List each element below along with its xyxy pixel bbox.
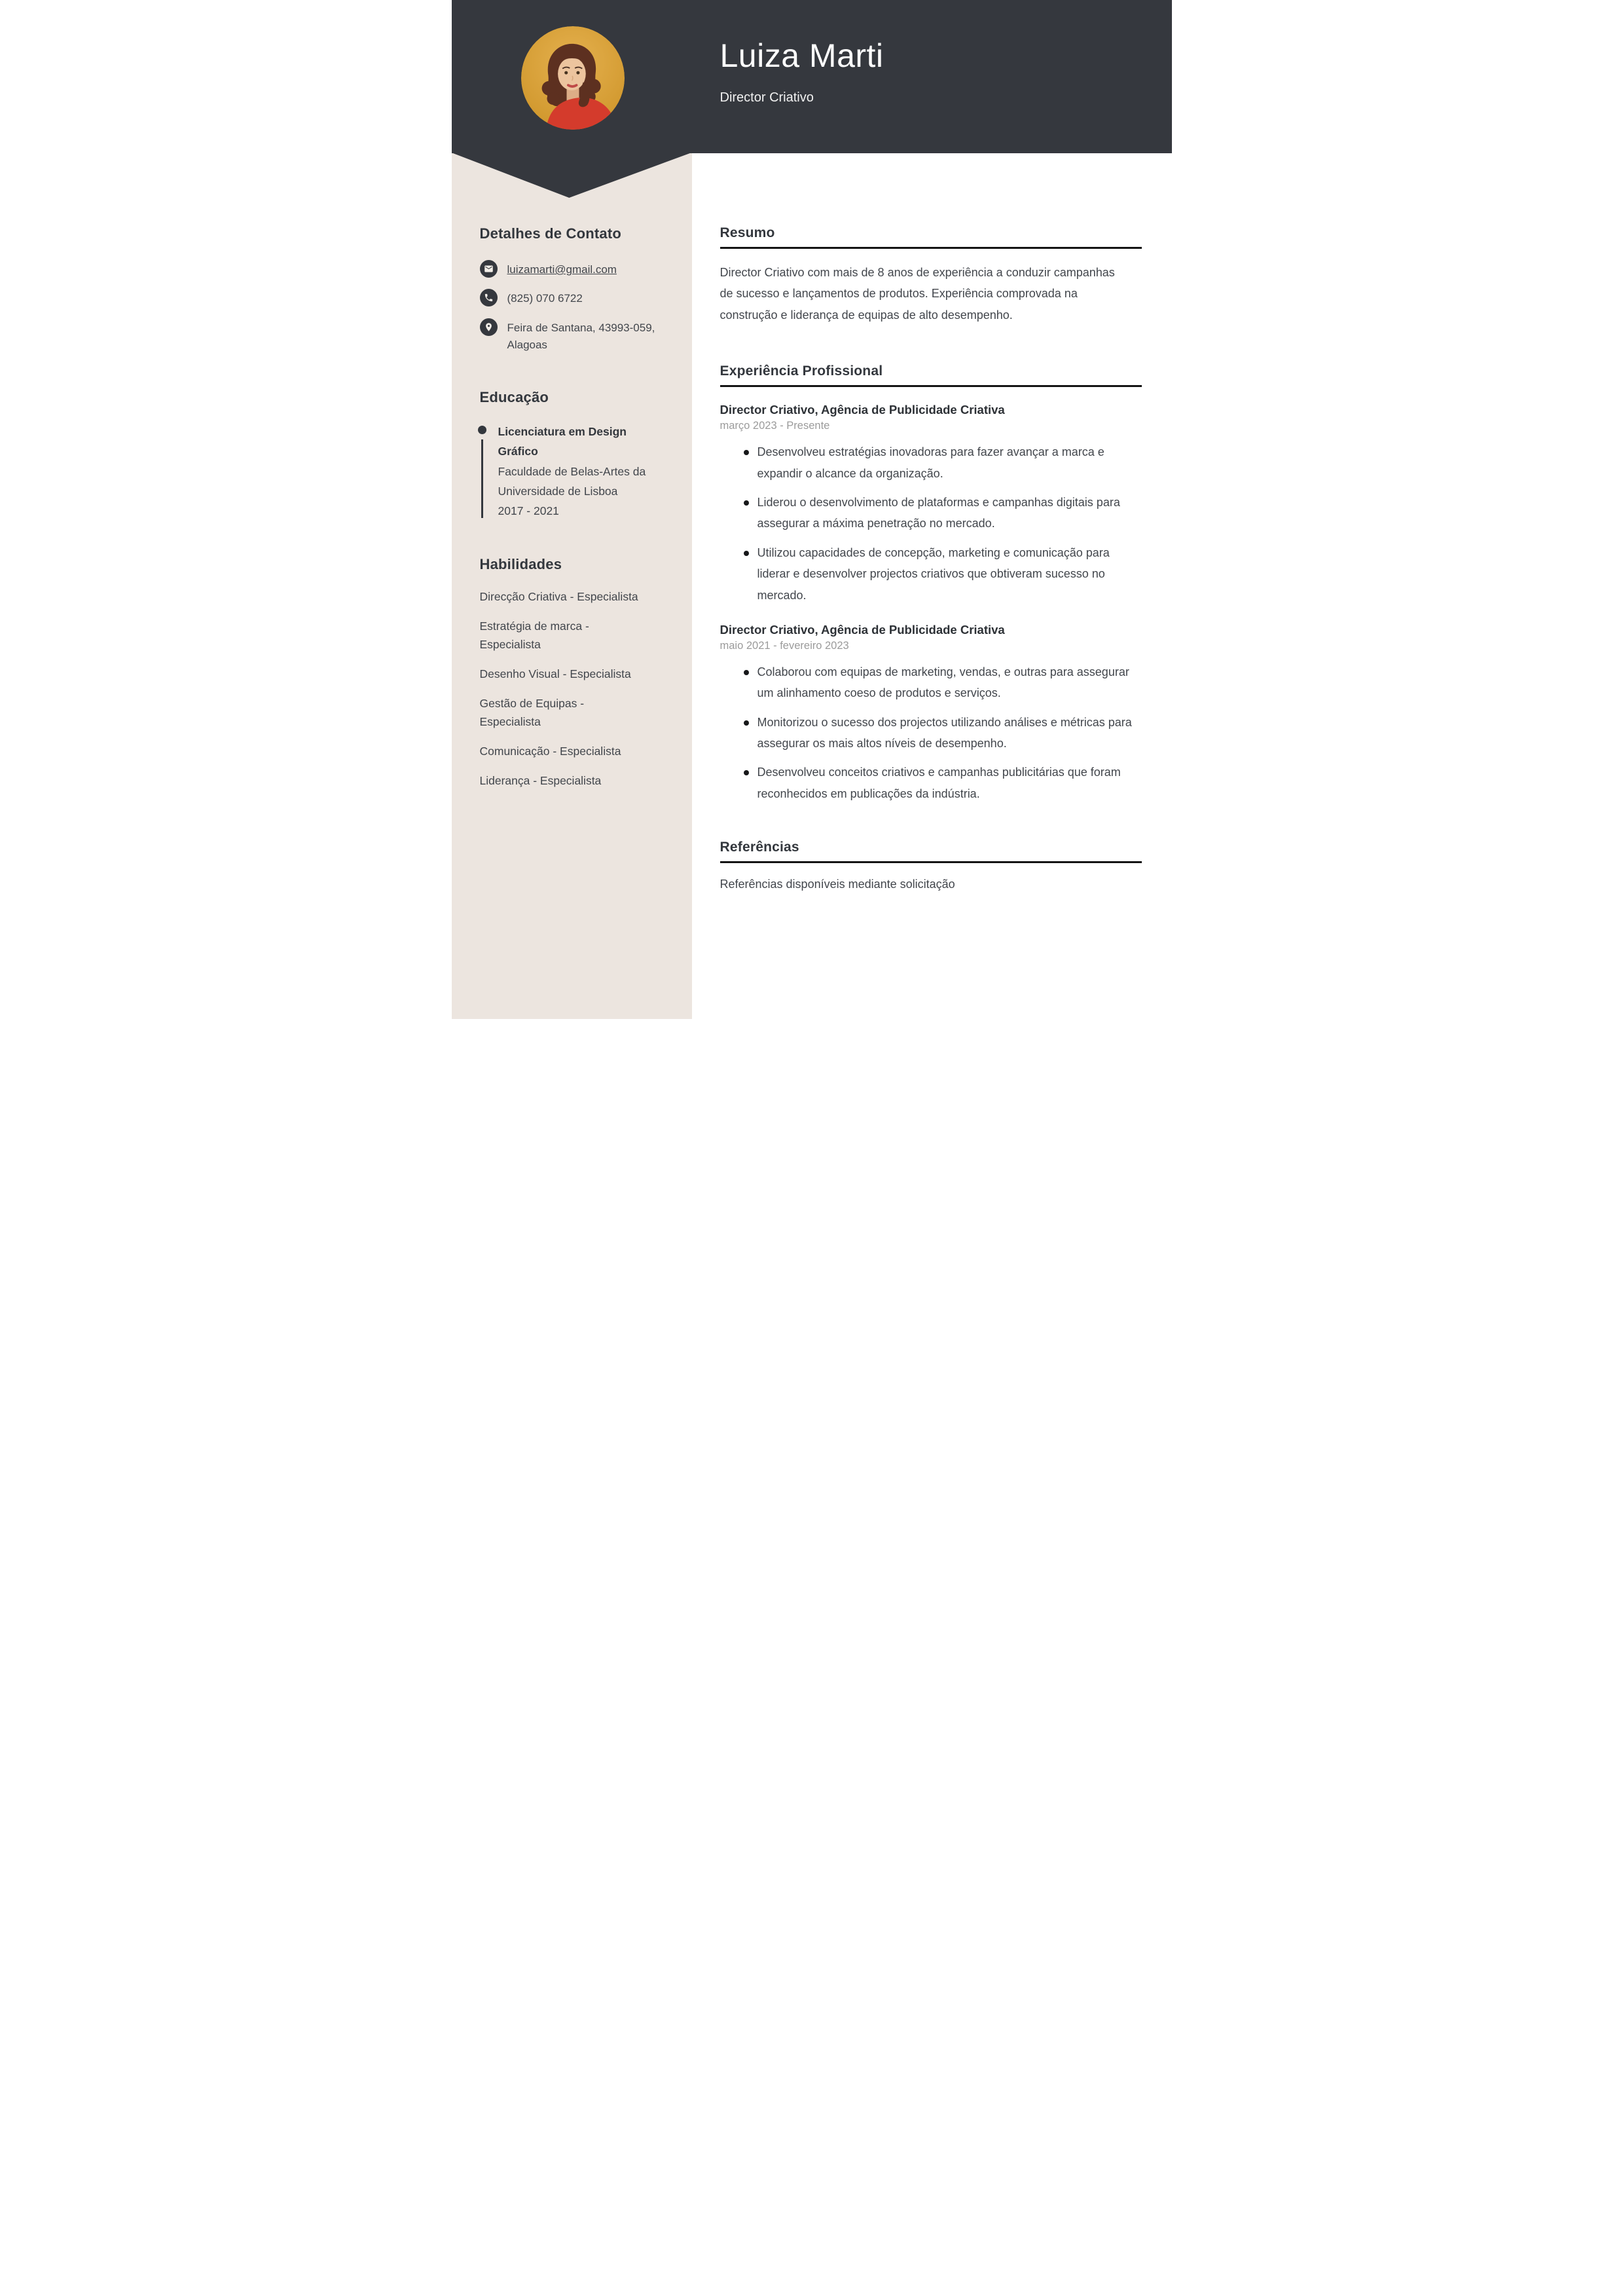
person-name: Luiza Marti (720, 37, 884, 74)
summary-text: Director Criativo com mais de 8 anos de experiência a conduzir campanhas de sucesso e lançamentos de produtos. Experiência comprovada na construção e liderança de equipas de alto desempenho. (720, 266, 1115, 322)
contact-row-phone (480, 288, 664, 307)
job-title: Director Criativo, Agência de Publicidade Criativa (720, 622, 1005, 637)
job-dates: março 2023 - Presente (720, 420, 830, 432)
profile-photo-illustration (521, 26, 625, 130)
person-job-title: Director Criativo (720, 90, 814, 105)
skills-heading: Habilidades (479, 555, 562, 572)
experience-bullet: Desenvolveu conceitos criativos e campanhas publicitárias que foram reconhecidos em publicações da indústria. (744, 762, 1137, 804)
sidebar (452, 153, 692, 1019)
education-section (480, 389, 664, 520)
skill-item: Liderança - Especialista (479, 773, 602, 787)
contact-heading: Detalhes de Contato (479, 225, 621, 242)
contact-section (480, 225, 664, 354)
skill-item: Direcção Criativa - Especialista (479, 589, 638, 603)
email-link[interactable]: luizamarti@gmail.com (507, 263, 617, 276)
profile-photo (521, 26, 625, 130)
summary-section (720, 225, 1142, 325)
job-entry (720, 623, 1142, 804)
summary-heading: Resumo (720, 225, 775, 240)
education-dates: 2017 - 2021 (498, 504, 559, 517)
experience-bullet: Utilizou capacidades de concepção, marketing e comunicação para liderar e desenvolver projectos criativos que obtiveram sucesso no mercado. (744, 542, 1137, 606)
job-dates: maio 2021 - fevereiro 2023 (720, 639, 849, 652)
section-divider (720, 861, 1142, 863)
job-entry (720, 403, 1142, 606)
skill-item: Gestão de Equipas - Especialista (479, 696, 585, 728)
education-heading: Educação (479, 389, 549, 406)
location-icon (480, 318, 498, 336)
references-section (720, 840, 1142, 891)
experience-bullet: Colaborou com equipas de marketing, vendas, e outras para assegurar um alinhamento coeso de produtos e serviços. (744, 661, 1137, 704)
skill-item: Desenho Visual - Especialista (479, 667, 631, 680)
education-degree: Licenciatura em Design Gráfico (498, 425, 627, 458)
job-title: Director Criativo, Agência de Publicidade Criativa (720, 403, 1005, 417)
education-timeline (480, 422, 664, 520)
job-bullet-list (720, 441, 1142, 606)
section-divider (720, 385, 1142, 387)
resume-page (452, 0, 1172, 1019)
skills-section (480, 556, 664, 790)
phone-icon (480, 289, 498, 306)
address-text: Feira de Santana, 43993-059, Alagoas (507, 321, 655, 352)
main-content (692, 153, 1172, 1019)
contact-rows (480, 259, 664, 354)
experience-heading: Experiência Profissional (720, 363, 883, 379)
references-heading: Referências (720, 840, 799, 855)
experience-bullet: Liderou o desenvolvimento de plataformas e campanhas digitais para assegurar a máxima penetração no mercado. (744, 492, 1137, 534)
skill-item: Estratégia de marca - Especialista (479, 619, 589, 651)
education-school: Faculdade de Belas-Artes da Universidade de Lisboa (498, 464, 646, 498)
header (452, 0, 1172, 153)
education-entry (480, 422, 657, 520)
skills-list (480, 587, 664, 790)
contact-row-address (480, 318, 664, 354)
experience-bullet: Monitorizou o sucesso dos projectos utilizando análises e métricas para assegurar os mais altos níveis de desempenho. (744, 712, 1137, 754)
section-divider (720, 247, 1142, 249)
job-bullet-list (720, 661, 1142, 804)
contact-row-email (480, 259, 664, 278)
email-icon (480, 260, 498, 278)
skill-item: Comunicação - Especialista (479, 744, 621, 758)
experience-section (720, 363, 1142, 804)
experience-bullet: Desenvolveu estratégias inovadoras para fazer avançar a marca e expandir o alcance da organização. (744, 441, 1137, 484)
references-text: Referências disponíveis mediante solicitação (720, 878, 955, 891)
phone-number: (825) 070 6722 (507, 292, 583, 305)
